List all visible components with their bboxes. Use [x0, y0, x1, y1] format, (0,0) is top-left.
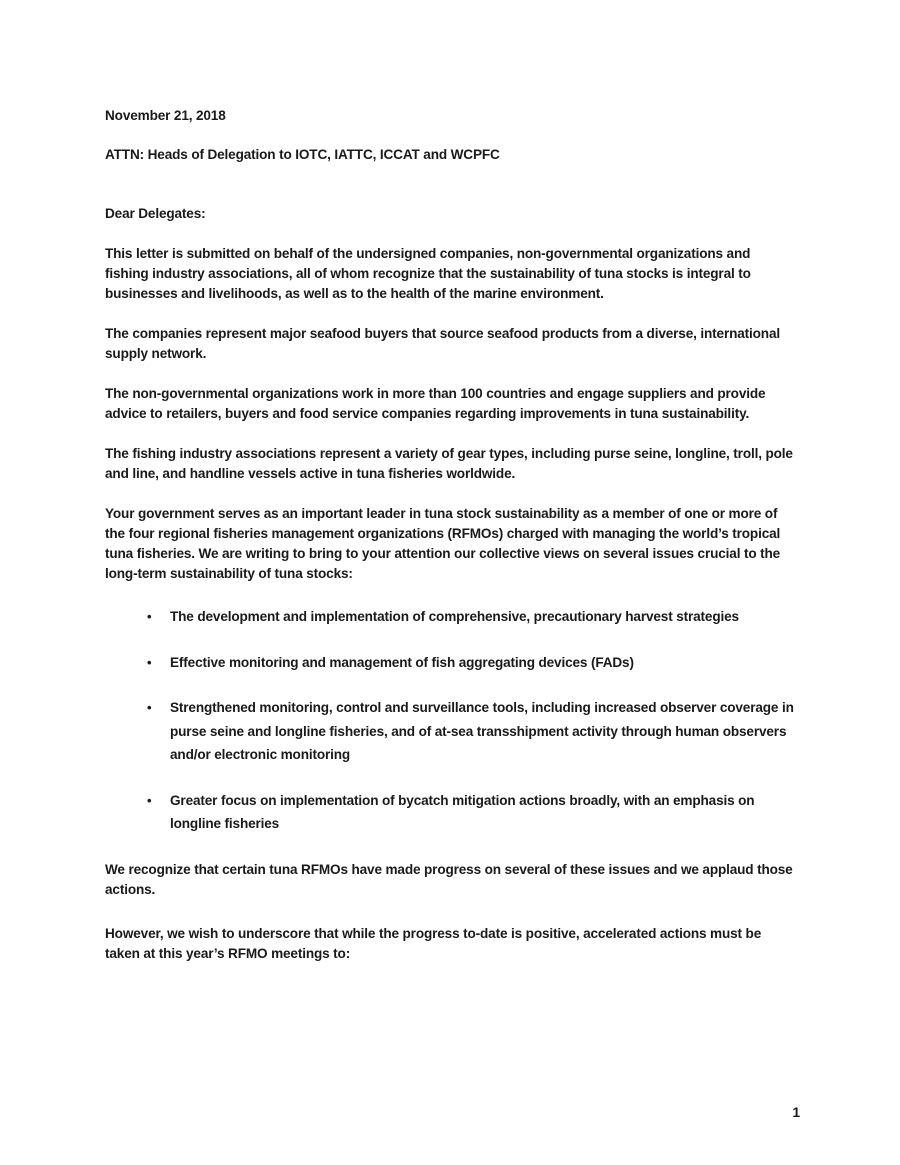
letter-date: November 21, 2018 — [105, 108, 226, 123]
bullet-icon: • — [147, 609, 152, 624]
list-item-text: Effective monitoring and management of fish aggregating devices (FADs) — [170, 654, 634, 670]
list-item-text: Greater focus on implementation of bycatch mitigation actions broadly, with an emphasis on longline fisheries — [170, 792, 755, 831]
body-paragraph-2: The companies represent major seafood buyers that source seafood products from a diverse, international supply network. — [105, 326, 780, 361]
body-paragraph-4: The fishing industry associations represent a variety of gear types, including purse seine, longline, troll, pole and line, and handline vessels active in tuna fisheries worldwide. — [105, 446, 793, 481]
bullet-icon: • — [147, 700, 152, 715]
list-item-text: Strengthened monitoring, control and surveillance tools, including increased observer coverage in purse seine and longline fisheries, and of at-sea transshipment activity through human observers and/or electronic monitoring — [170, 700, 794, 762]
closing-paragraph-1: We recognize that certain tuna RFMOs have made progress on several of these issues and we applaud those actions. — [105, 861, 793, 897]
body-paragraph-1: This letter is submitted on behalf of the undersigned companies, non-governmental organizations and fishing industry associations, all of whom recognize that the sustainability of tuna stocks is integral to businesses and livelihoods, as well as to the health of the marine environment. — [105, 246, 751, 301]
list-item — [105, 605, 797, 629]
body-paragraph-3: The non-governmental organizations work in more than 100 countries and engage suppliers and provide advice to retailers, buyers and food service companies regarding improvements in tuna sustainability. — [105, 386, 766, 421]
issues-bullet-list — [105, 605, 797, 836]
list-item — [105, 651, 797, 675]
document-body — [105, 106, 797, 964]
closing-paragraph-2: However, we wish to underscore that while the progress to-date is positive, accelerated actions must be taken at this year’s RFMO meetings to: — [105, 925, 762, 961]
page-number: 1 — [792, 1104, 800, 1120]
attention-line: ATTN: Heads of Delegation to IOTC, IATTC, ICCAT and WCPFC — [105, 147, 500, 162]
list-item — [105, 696, 797, 767]
body-paragraph-5: Your government serves as an important leader in tuna stock sustainability as a member of one or more of the four regional fisheries management organizations (RFMOs) charged with managing the world’s tropical tuna fisheries. We are writing to bring to your attention our collective views on several issues crucial to the long-term sustainability of tuna stocks: — [105, 506, 781, 581]
bullet-icon: • — [147, 654, 152, 670]
list-item — [105, 789, 797, 836]
list-item-text: The development and implementation of comprehensive, precautionary harvest strategies — [170, 609, 739, 624]
salutation: Dear Delegates: — [105, 206, 206, 221]
bullet-icon: • — [147, 792, 152, 808]
